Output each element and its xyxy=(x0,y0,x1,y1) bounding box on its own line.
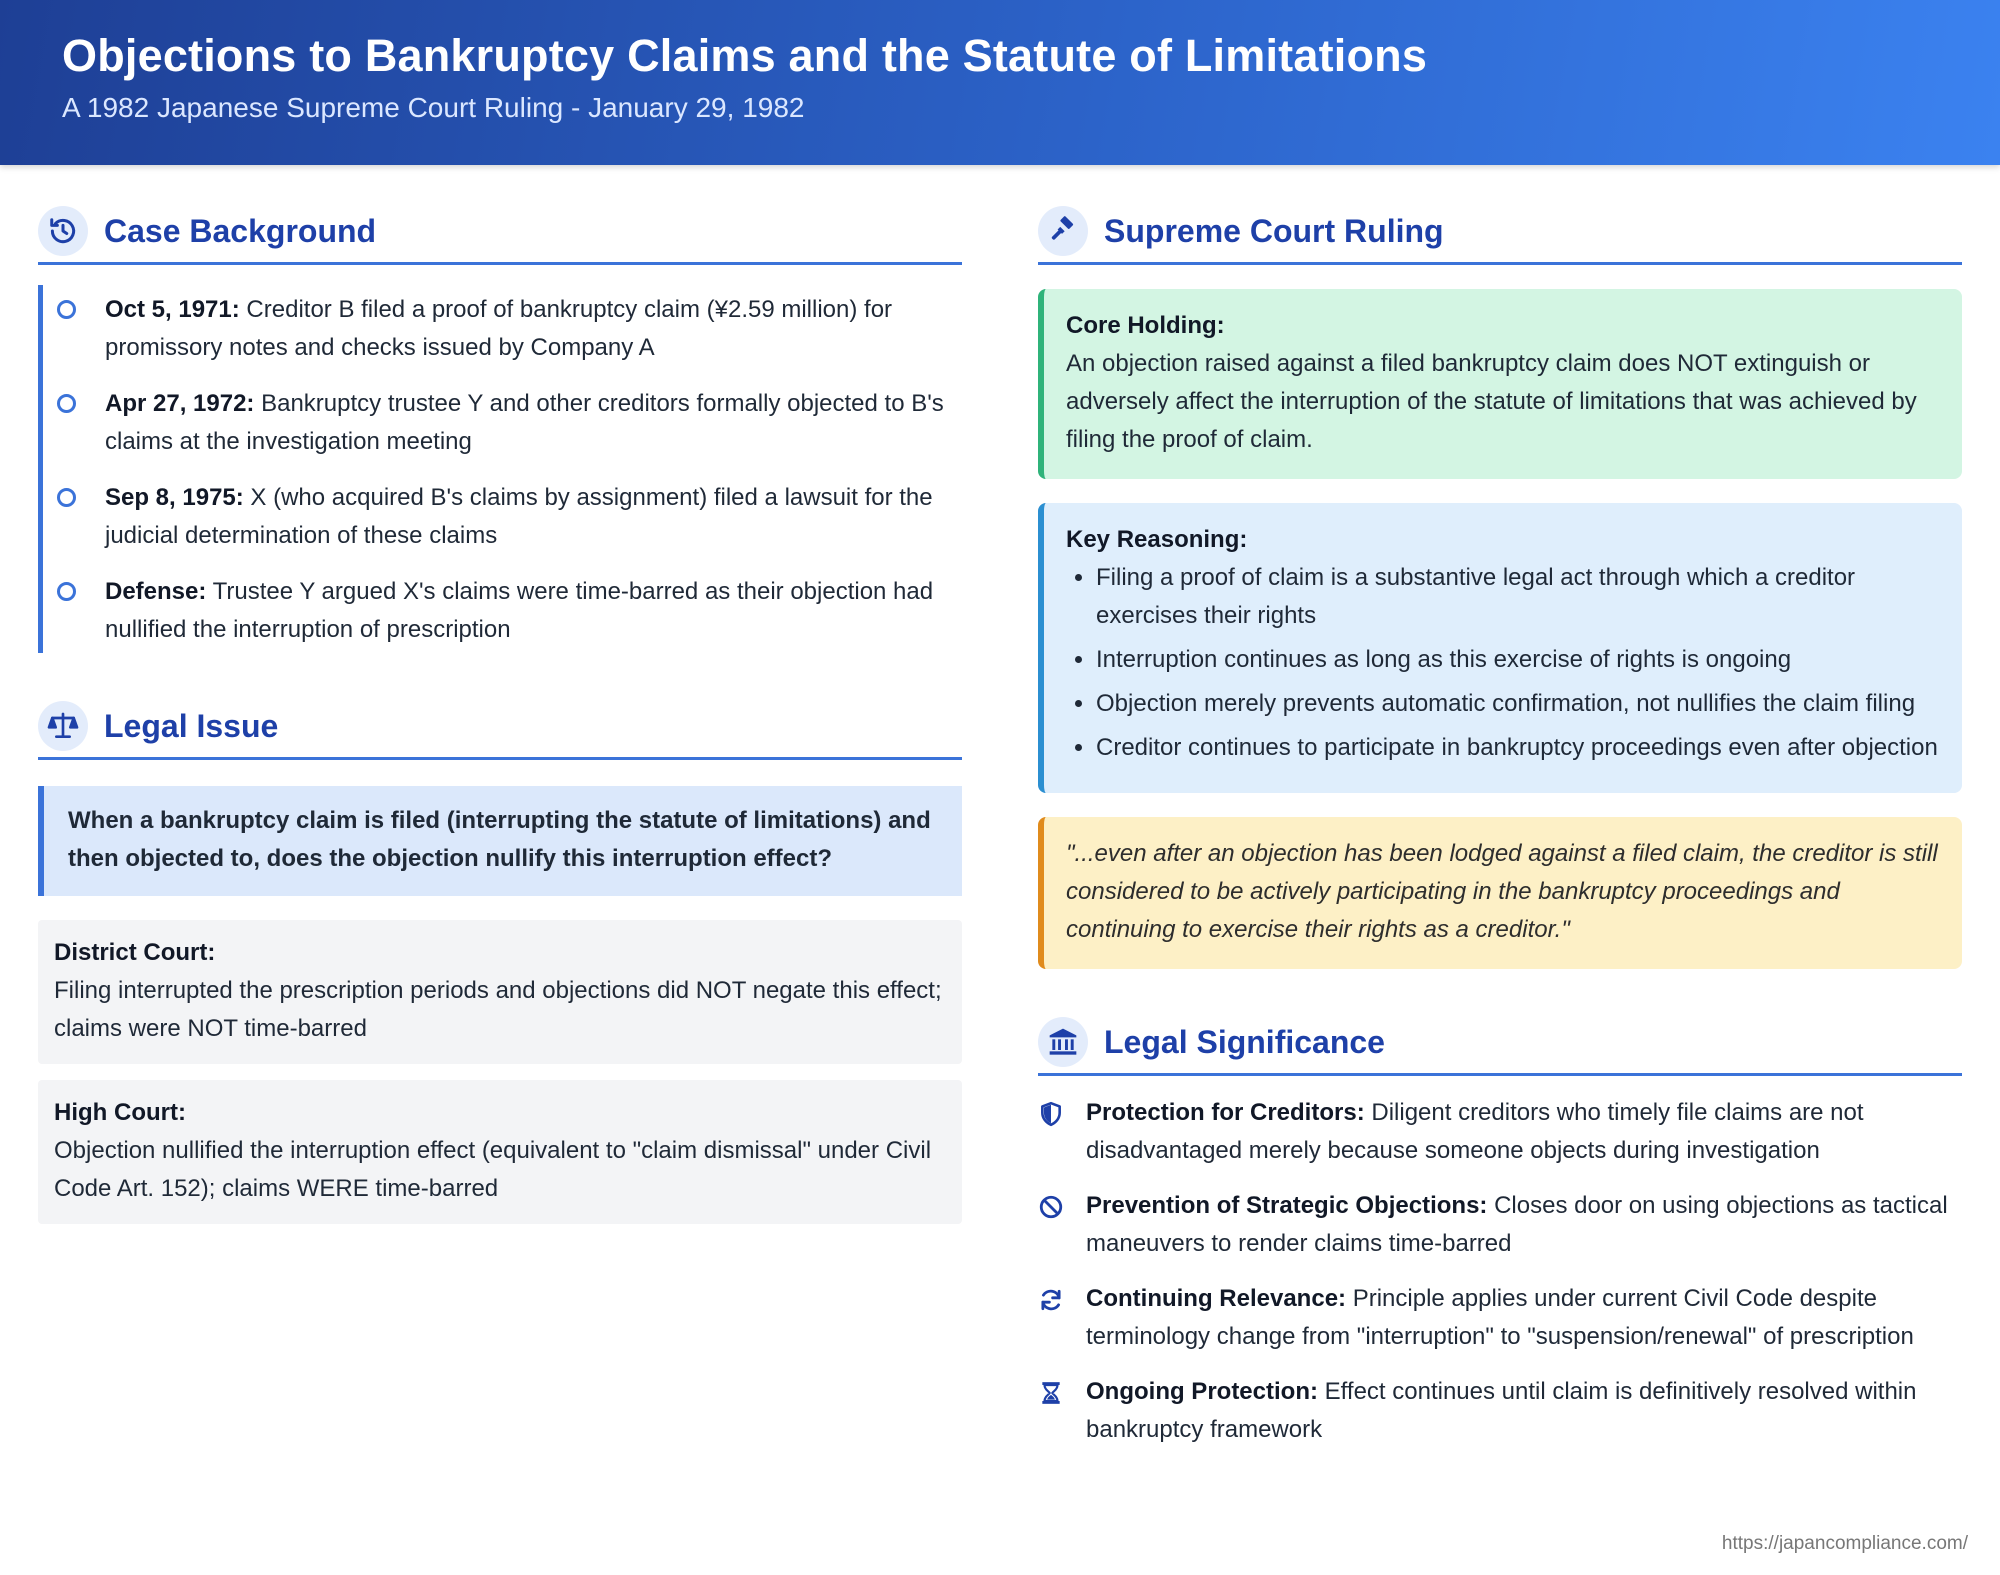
list-item xyxy=(1038,1373,1962,1449)
list-item: • Creditor continues to participate in bankruptcy proceedings even after objection xyxy=(1096,729,1938,767)
hourglass-icon xyxy=(1038,1380,1064,1406)
list-item xyxy=(1038,1280,1962,1356)
timeline-item xyxy=(43,573,962,649)
core-holding-box xyxy=(1038,289,1962,479)
timeline-text: X (who acquired B's claims by assignment) filed a lawsuit for the judicial determination of these claims xyxy=(105,484,933,549)
gavel-icon xyxy=(1038,206,1088,256)
significance-label: Protection for Creditors: xyxy=(1086,1099,1365,1126)
high-court-box xyxy=(38,1080,962,1224)
list-item xyxy=(1038,1187,1962,1263)
case-background-heading xyxy=(38,200,962,265)
timeline-dot-icon xyxy=(57,300,76,319)
list-item: • Interruption continues as long as this exercise of rights is ongoing xyxy=(1096,641,1938,679)
significance-text: Closes door on using objections as tactical maneuvers to render claims time-barred xyxy=(1086,1192,1948,1257)
page-title: Objections to Bankruptcy Claims and the Statute of Limitations xyxy=(62,30,1428,81)
significance-label: Prevention of Strategic Objections: xyxy=(1086,1192,1488,1219)
list-item xyxy=(1038,1094,1962,1170)
page-subtitle: A 1982 Japanese Supreme Court Ruling - January 29, 1982 xyxy=(62,92,805,123)
right-column xyxy=(1038,200,1962,1466)
footer-url: https://japancompliance.com/ xyxy=(1721,1533,1968,1554)
ruling-quote: "...even after an objection has been lodged against a filed claim, the creditor is still considered to be actively participating in the bankruptcy proceedings and continuing to exercise their rights as a creditor." xyxy=(1038,817,1962,969)
core-holding-label: Core Holding: xyxy=(1066,312,1225,339)
list-item: • Objection merely prevents automatic confirmation, not nullifies the claim filing xyxy=(1096,685,1938,723)
core-holding-text: An objection raised against a filed bankruptcy claim does NOT extinguish or adversely affect the interruption of the statute of limitations that was achieved by filing the proof of claim. xyxy=(1066,350,1917,453)
significance-label: Continuing Relevance: xyxy=(1086,1285,1347,1312)
significance-list xyxy=(1038,1094,1962,1449)
section-title: Supreme Court Ruling xyxy=(1104,212,1444,249)
timeline-item xyxy=(43,479,962,555)
section-title: Legal Significance xyxy=(1104,1023,1385,1060)
court-text: Filing interrupted the prescription periods and objections did NOT negate this effect; claims were NOT time-barred xyxy=(54,977,942,1042)
landmark-icon xyxy=(1038,1017,1088,1067)
section-title: Legal Issue xyxy=(104,707,279,744)
court-text: Objection nullified the interruption effect (equivalent to "claim dismissal" under Civil Code Art. 152); claims WERE time-barred xyxy=(54,1137,932,1202)
significance-text: Effect continues until claim is definitively resolved within bankruptcy framework xyxy=(1086,1378,1917,1443)
key-reasoning-label: Key Reasoning: xyxy=(1066,526,1248,553)
legal-issue-heading xyxy=(38,695,962,760)
list-item: • Filing a proof of claim is a substantive legal act through which a creditor exercises their rights xyxy=(1096,559,1938,635)
page-header xyxy=(0,0,2000,165)
history-icon xyxy=(38,206,88,256)
timeline-date: Apr 27, 1972: xyxy=(105,390,255,417)
significance-text: Principle applies under current Civil Code despite terminology change from "interruption" to "suspension/renewal" of prescription xyxy=(1086,1285,1914,1350)
timeline-text: Creditor B filed a proof of bankruptcy claim (¥2.59 million) for promissory notes and checks issued by Company A xyxy=(105,296,893,361)
legal-question: When a bankruptcy claim is filed (interrupting the statute of limitations) and then objected to, does the objection nullify this interruption effect? xyxy=(38,786,962,896)
scales-icon xyxy=(38,701,88,751)
district-court-box xyxy=(38,920,962,1064)
section-title: Case Background xyxy=(104,212,377,249)
timeline-date: Sep 8, 1975: xyxy=(105,484,244,511)
case-timeline xyxy=(38,285,962,653)
reasoning-list xyxy=(1066,559,1938,767)
timeline-date: Defense: xyxy=(105,578,207,605)
refresh-icon xyxy=(1038,1287,1064,1313)
ban-icon xyxy=(1038,1194,1064,1220)
significance-label: Ongoing Protection: xyxy=(1086,1378,1318,1405)
court-label: High Court: xyxy=(54,1099,186,1126)
timeline-item xyxy=(43,291,962,367)
timeline-dot-icon xyxy=(57,488,76,507)
court-label: District Court: xyxy=(54,939,216,966)
timeline-dot-icon xyxy=(57,394,76,413)
timeline-date: Oct 5, 1971: xyxy=(105,296,240,323)
significance-text: Diligent creditors who timely file claims are not disadvantaged merely because someone objects during investigation xyxy=(1086,1099,1864,1164)
left-column xyxy=(38,200,962,1224)
legal-significance-heading xyxy=(1038,1011,1962,1076)
timeline-text: Trustee Y argued X's claims were time-barred as their objection had nullified the interruption of prescription xyxy=(105,578,934,643)
timeline-text: Bankruptcy trustee Y and other creditors formally objected to B's claims at the investigation meeting xyxy=(105,390,944,455)
supreme-court-ruling-heading xyxy=(1038,200,1962,265)
key-reasoning-box xyxy=(1038,503,1962,793)
timeline-item xyxy=(43,385,962,461)
timeline-dot-icon xyxy=(57,582,76,601)
shield-icon xyxy=(1038,1101,1064,1127)
